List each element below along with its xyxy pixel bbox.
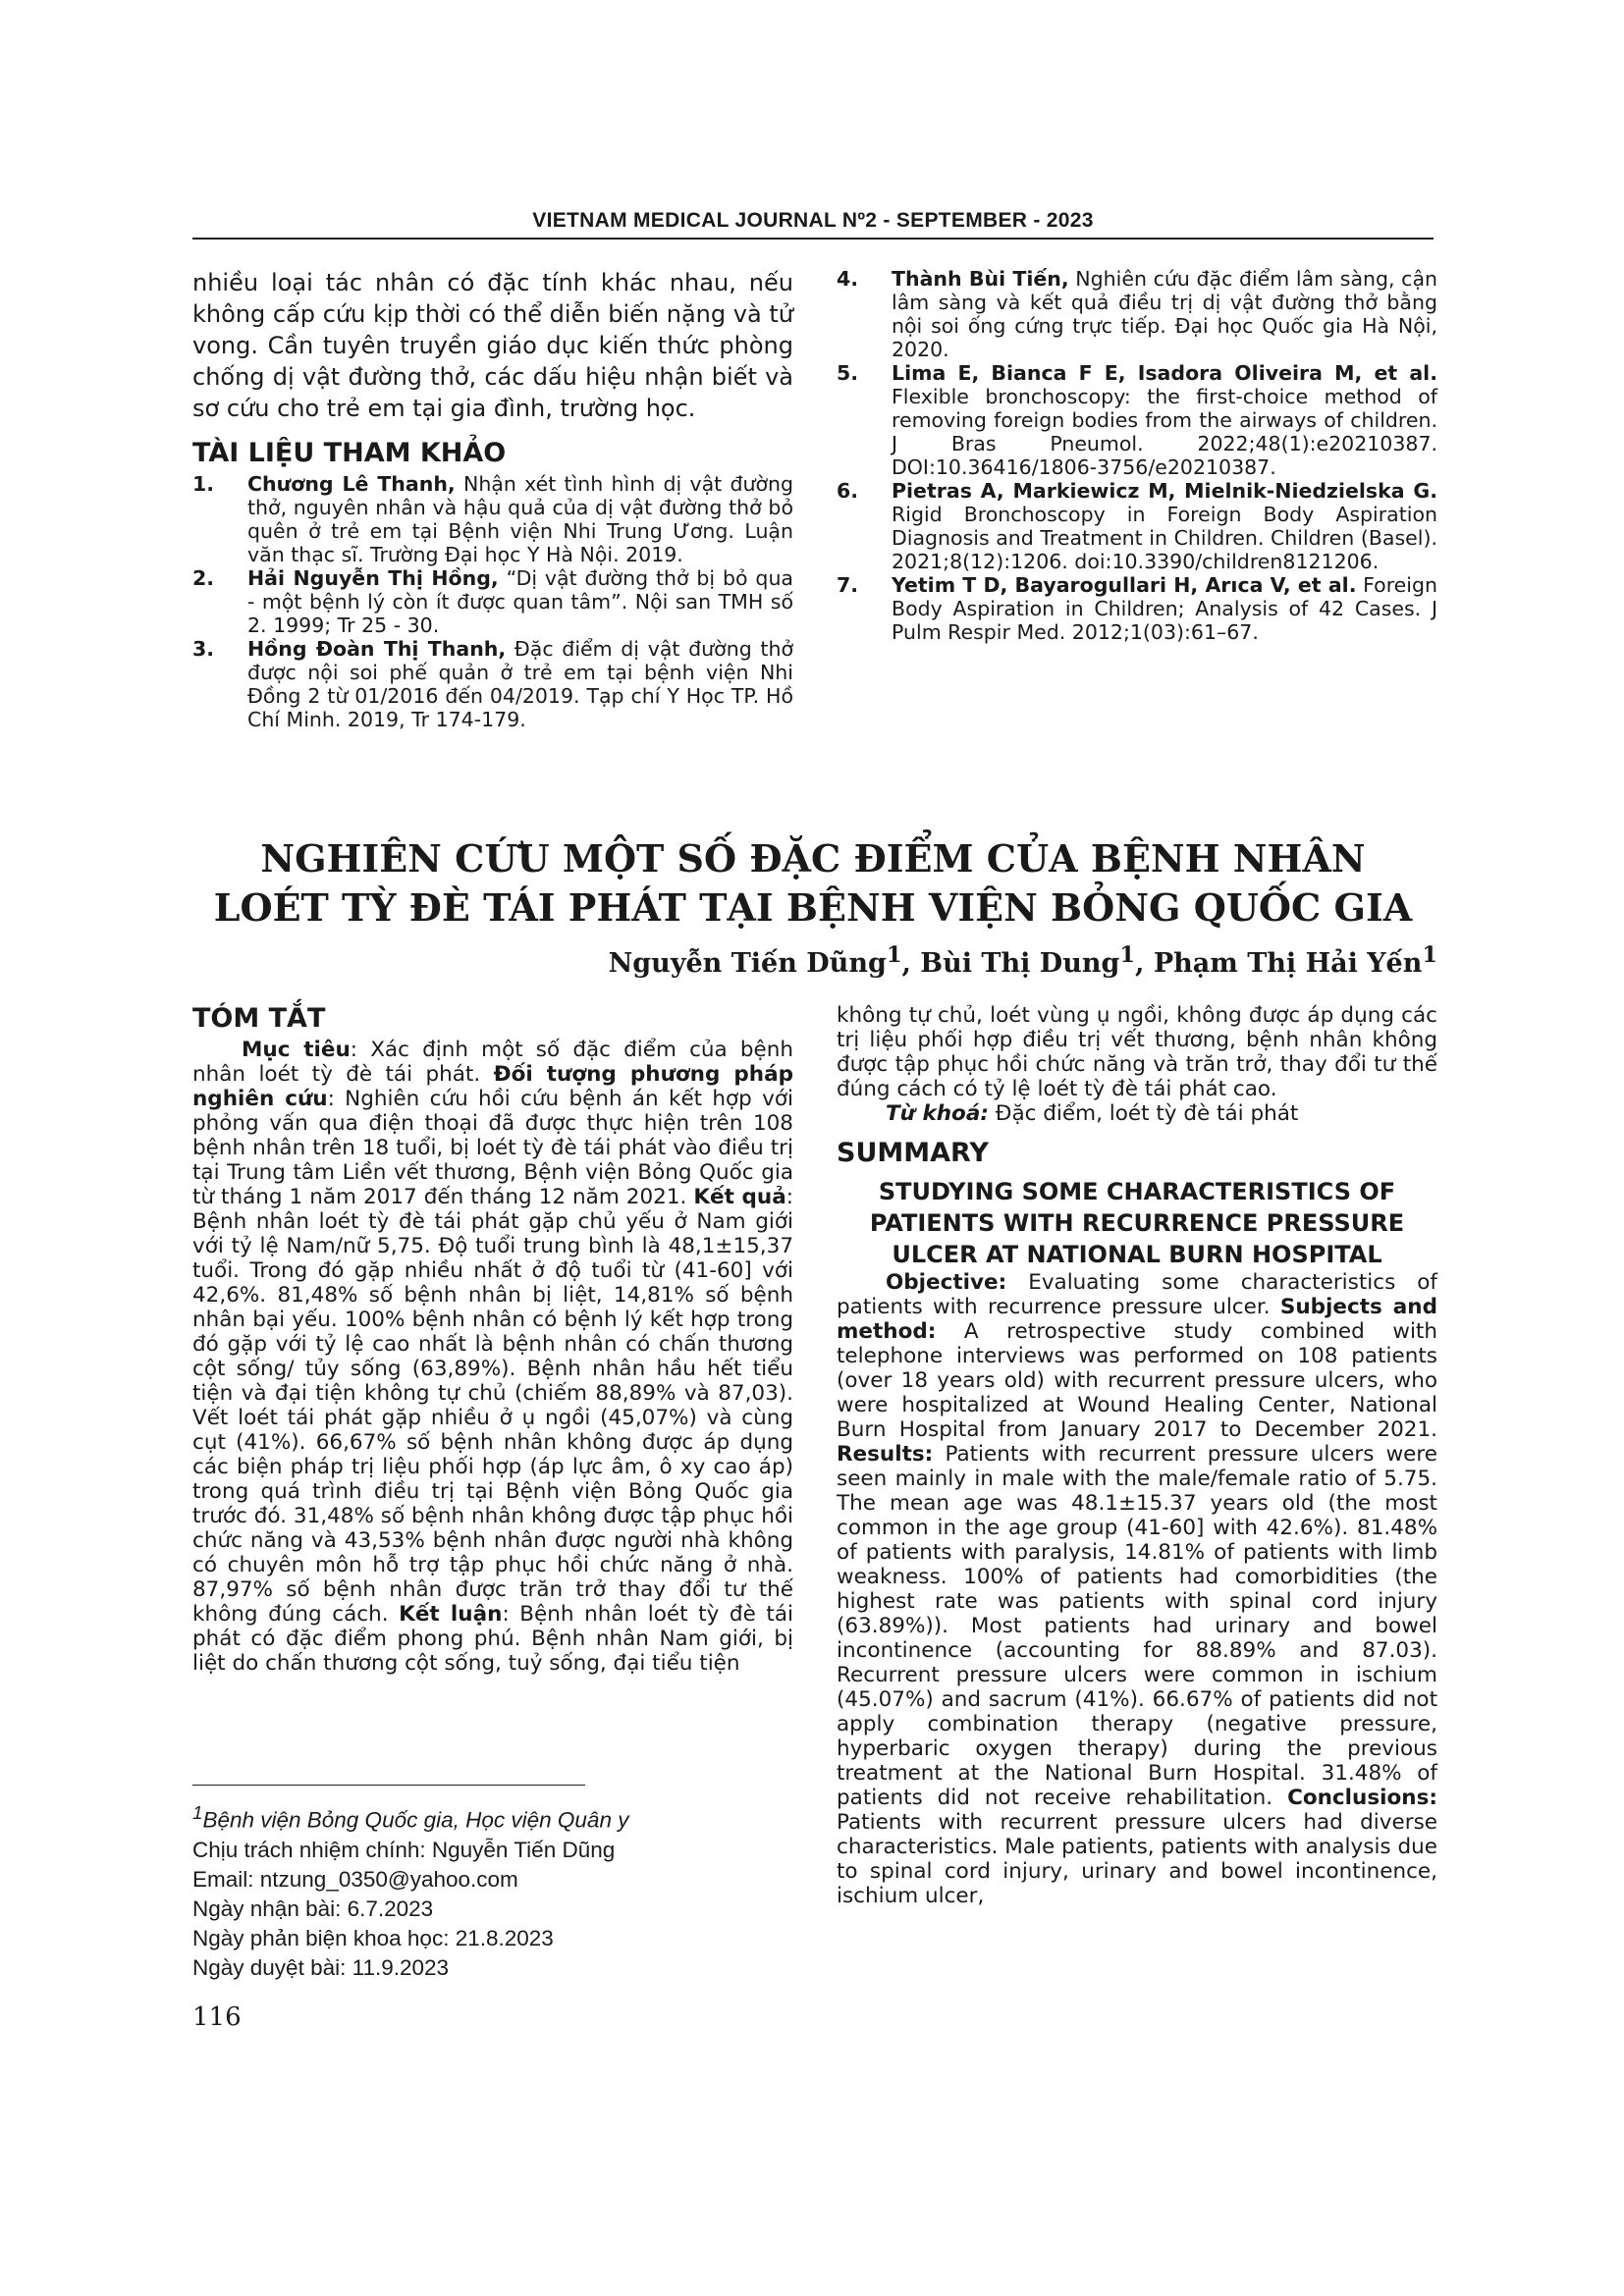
reference-author: Hồng Đoàn Thị Thanh, (247, 637, 507, 661)
closing-paragraph: nhiều loại tác nhân có đặc tính khác nhau, nếu không cấp cứu kịp thời có thể diễn biến nặng và tử vong. Cần tuyên truyền giáo dục kiến thức phòng chống dị vật đường thở, các dấu hiệu nhận biết và sơ cứu cho trẻ em tại gia đình, trường học. (192, 269, 793, 422)
reference-text: Rigid Bronchoscopy in Foreign Body Aspiration Diagnosis and Treatment in Children. Children (Basel). 2021;8(12):1206. doi:10.3390/children8121206. (892, 503, 1437, 573)
results-label: Results: (837, 1442, 934, 1467)
references-heading: TÀI LIỆU THAM KHẢO (192, 438, 507, 468)
author-list: Nguyễn Tiến Dũng$^1$, Bùi Thị Dung$^1$, Phạm Thị Hải Yến$^1$ (608, 942, 1437, 979)
reference-text: Nhận xét tình hình dị vật đường thở, nguyên nhân và hậu quả của dị vật đường thở bỏ quên ở trẻ em tại Bệnh viện Nhi Trung Ương. Luận văn thạc sĩ. Trường Đại học Y Hà Nội. 2019. (247, 472, 793, 566)
conclusion-text: Patients with recurrent pressure ulcers had diverse characteristics. Male patients, patients with analysis due to spinal cord injury, urinary and bowel incontinence, ischium ulcer, (837, 1810, 1437, 1908)
reference-author: Yetim T D, Bayarogullari H, Arıca V, et al. (892, 573, 1357, 597)
summary-heading: SUMMARY (837, 1138, 989, 1168)
summary-title: STUDYING SOME CHARACTERISTICS OF PATIENTS WITH RECURRENCE PRESSURE ULCER AT NATIONAL BURN HOSPITAL (869, 1178, 1405, 1268)
abstract-vi-column (192, 1003, 793, 1676)
author-affiliation-mark: 1 (1119, 942, 1135, 968)
reference-number: 7. (837, 573, 859, 597)
reference-item (837, 479, 1437, 573)
footnote-responsible: Chịu trách nhiệm chính: Nguyễn Tiến Dũng (192, 1837, 616, 1862)
author-name: Bùi Thị Dung (920, 948, 1120, 979)
footnote-affiliation: $^1$Bệnh viện Bỏng Quốc gia, Học viện Quân y (192, 1802, 629, 1833)
reference-text: Đặc điểm dị vật đường thở được nội soi phế quản ở trẻ em tại bệnh viện Nhi Đồng 2 từ 01/2016 đến 04/2019. Tạp chí Y Học TP. Hồ Chí Minh. 2019, Tr 174-179. (247, 637, 793, 731)
footnote-reviewed: Ngày phản biện khoa học: 21.8.2023 (192, 1925, 554, 1950)
reference-item (192, 472, 793, 566)
keywords (837, 1101, 1437, 1126)
article-title (192, 834, 1434, 933)
reference-author: Chương Lê Thanh, (247, 472, 456, 496)
reference-item (837, 361, 1437, 479)
page-number: 116 (192, 2002, 242, 2032)
reference-item (837, 573, 1437, 644)
results-label: Kết quả (693, 1185, 786, 1209)
footnote (192, 1798, 762, 1983)
header-rule (192, 238, 1434, 240)
author-affiliation-mark: 1 (886, 942, 902, 968)
reference-text: “Dị vật đường thở bị bỏ qua - một bệnh lý còn ít được quan tâm”. Nội san TMH số 2. 1999; Tr 25 - 30. (247, 566, 793, 637)
article-title-line1: NGHIÊN CỨU MỘT SỐ ĐẶC ĐIỂM CỦA BỆNH NHÂN (260, 836, 1366, 881)
article-title-line2: LOÉT TỲ ĐÈ TÁI PHÁT TẠI BỆNH VIỆN BỎNG QUỐC GIA (213, 885, 1413, 930)
footnote-rule (192, 1785, 585, 1786)
abstract-vi-body (192, 1038, 793, 1676)
abstract-vi-continuation: không tự chủ, loét vùng ụ ngồi, không được áp dụng các trị liệu phối hợp điều trị vết thương, bệnh nhân không được tập phục hồi chức năng và trăn trở, thay đổi tư thế đúng cách có tỷ lệ loét tỳ đè tái phát cao. (837, 1003, 1437, 1101)
results-text: : Bệnh nhân loét tỳ đè tái phát gặp chủ yếu ở Nam giới với tỷ lệ Nam/nữ 5,75. Độ tuổi trung bình là 48,1±15,37 tuổi. Trong đó gặp nhiều nhất ở độ tuổi từ (41-60] với 42,6%. 81,48% số bệnh nhân bị liệt, 14,81% số bệnh nhân bại yếu. 100% bệnh nhân có bệnh lý kết hợp trong đó gặp với tỷ lệ cao nhất là bệnh nhân có chấn thương cột sống/ tủy sống (63,89%). Bệnh nhân hầu hết tiểu tiện và đại tiện không tự chủ (chiếm 88,89% và 87,03). Vết loét tái phát gặp nhiều ở ụ ngồi (45,07%) và cùng cụt (41%). 66,67% số bệnh nhân không được áp dụng các biện pháp trị liệu phối hợp (áp lực âm, ô xy cao áp) trong quá trình điều trị tại Bệnh viện Bỏng Quốc gia trước đó. 31,48% số bệnh nhân không được tập phục hồi chức năng và 43,53% bệnh nhân được người nhà không có chuyên môn hỗ trợ tập phục hồi chức năng ở nhà. 87,97% số bệnh nhân được trăn trở thay đổi tư thế không đúng cách. (192, 1185, 793, 1627)
reference-number: 3. (192, 637, 215, 661)
footnote-received: Ngày nhận bài: 6.7.2023 (192, 1896, 434, 1921)
footnote-email: Email: ntzung_0350@yahoo.com (192, 1866, 518, 1892)
conclusion-label: Conclusions: (1287, 1786, 1437, 1810)
reference-number: 4. (837, 267, 859, 291)
reference-text: Flexible bronchoscopy: the first-choice method of removing foreign bodies from the airways of children. J Bras Pneumol. 2022;48(1):e20210387. DOI:10.36416/1806-3756/e20210387. (892, 385, 1437, 479)
objective-text: Evaluating some characteristics of patients with recurrence pressure ulcer. (837, 1270, 1437, 1319)
reference-number: 6. (837, 479, 859, 503)
conclusion-label: Kết luận (399, 1602, 503, 1627)
summary-column (837, 1003, 1437, 1908)
reference-item (192, 637, 793, 731)
keywords-text: Đặc điểm, loét tỳ đè tái phát (988, 1101, 1299, 1126)
author-name: Phạm Thị Hải Yến (1153, 948, 1423, 979)
reference-text: Foreign Body Aspiration in Children; Analysis of 42 Cases. J Pulm Respir Med. 2012;1(03):61–67. (892, 573, 1437, 644)
reference-author: Pietras A, Markiewicz M, Mielnik-Niedzielska G. (892, 479, 1437, 503)
reference-number: 1. (192, 472, 215, 496)
abstract-vi-heading: TÓM TẮT (192, 1003, 326, 1034)
objective-label: Objective: (886, 1270, 1007, 1295)
reference-author: Hải Nguyễn Thị Hồng, (247, 566, 499, 590)
journal-header: VIETNAM MEDICAL JOURNAL Nº2 - SEPTEMBER - 2023 (532, 209, 1094, 232)
summary-body (837, 1270, 1437, 1908)
author-affiliation-mark: 1 (1422, 942, 1437, 968)
reference-number: 5. (837, 361, 859, 385)
reference-text: Nghiên cứu đặc điểm lâm sàng, cận lâm sàng và kết quả điều trị dị vật đường thở bằng nội soi ống cứng trực tiếp. Đại học Quốc gia Hà Nội, 2020. (892, 267, 1438, 361)
method-text: A retrospective study combined with telephone interviews was performed on 108 patients (over 18 years old) with recurrent pressure ulcers, who were hospitalized at Wound Healing Center, National Burn Hospital from January 2017 to December 2021. (837, 1319, 1437, 1442)
objective-label: Mục tiêu (242, 1038, 351, 1062)
results-text: Patients with recurrent pressure ulcers were seen mainly in male with the male/female ratio of 5.75. The mean age was 48.1±15.37 years old (the most common in the age group (41-60] with 42.6%). 81.48% of patients with paralysis, 14.81% of patients with limb weakness. 100% of patients had comorbidities (the highest rate was patients with spinal cord injury (63.89%)). Most patients had urinary and bowel incontinence (accounting for 88.89% and 87.03). Recurrent pressure ulcers were common in ischium (45.07%) and sacrum (41%). 66.67% of patients did not apply combination therapy (negative pressure, hyperbaric oxygen therapy) during the previous treatment at the National Burn Hospital. 31.48% of patients did not receive rehabilitation. (837, 1442, 1437, 1810)
reference-item (837, 267, 1437, 361)
method-label: Subjects and method: (837, 1295, 1437, 1344)
reference-item (192, 566, 793, 637)
objective-text: : Xác định một số đặc điểm của bệnh nhân loét tỳ đè tái phát. (192, 1038, 793, 1087)
conclusion-text: : Bệnh nhân loét tỳ đè tái phát có đặc điểm phong phú. Bệnh nhân Nam giới, bị liệt do chấn thương cột sống, tuỷ sống, đại tiểu tiện (192, 1602, 793, 1676)
top-left-column (192, 267, 793, 731)
method-label: Đối tượng phương pháp nghiên cứu (192, 1062, 793, 1111)
reference-author: Lima E, Bianca F E, Isadora Oliveira M, et al. (892, 361, 1437, 385)
reference-number: 2. (192, 566, 215, 590)
method-text: : Nghiên cứu hồi cứu bệnh án kết hợp với phỏng vấn qua điện thoại đã được thực hiện trên 108 bệnh nhân trên 18 tuổi, bị loét tỳ đè tái phát vào điều trị tại Trung tâm Liền vết thương, Bệnh viện Bỏng Quốc gia từ tháng 1 năm 2017 đến tháng 12 năm 2021. (192, 1087, 793, 1209)
affiliation-mark: 1 (192, 1802, 203, 1823)
footnote-accepted: Ngày duyệt bài: 11.9.2023 (192, 1954, 450, 1980)
top-right-column (837, 267, 1437, 644)
reference-author: Thành Bùi Tiến, (892, 267, 1069, 291)
author-name: Nguyễn Tiến Dũng (608, 948, 887, 979)
keywords-label: Từ khoá: (886, 1101, 989, 1126)
